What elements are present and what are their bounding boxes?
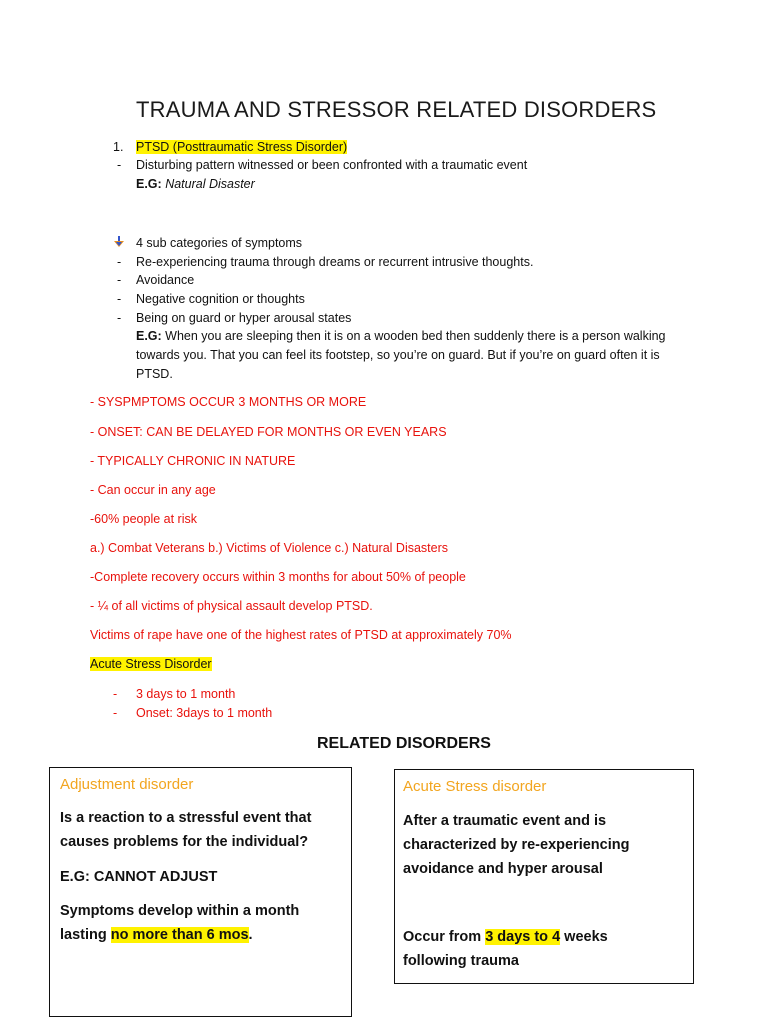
symptoms-example-line (136, 327, 666, 345)
red-note: - ¼ of all victims of physical assault develop PTSD. (90, 599, 373, 613)
ptsd-heading-text: PTSD (Posttraumatic Stress Disorder) (136, 140, 348, 154)
eg-label: E.G: (136, 329, 162, 343)
page-title: TRAUMA AND STRESSOR RELATED DISORDERS (136, 97, 657, 122)
red-note: -Complete recovery occurs within 3 months for about 50% of people (90, 570, 466, 584)
symptoms-example-line: towards you. That you can feel its footstep, so you’re on guard. But if you’re on guard often it is (136, 348, 660, 362)
box-text-part: . (248, 927, 253, 943)
box-text (60, 923, 253, 947)
symptoms-example-line: PTSD. (136, 367, 173, 381)
box-text-part: Occur from (403, 929, 486, 945)
box-text: characterized by re-experiencing (403, 837, 630, 853)
box-text: Symptoms develop within a month (60, 903, 300, 919)
eg-label: E.G: (136, 177, 162, 191)
red-note: - ONSET: CAN BE DELAYED FOR MONTHS OR EVEN YEARS (90, 425, 447, 439)
box-text: E.G: CANNOT ADJUST (60, 869, 218, 885)
dash: - (117, 158, 122, 172)
ptsd-heading (136, 138, 347, 156)
box-text (403, 925, 608, 949)
box-title: Adjustment disorder (60, 776, 194, 793)
box-text: causes problems for the individual? (60, 834, 309, 850)
eg-text: When you are sleeping then it is on a wooden bed then suddenly there is a person walking (161, 329, 666, 343)
eg-text: Natural Disaster (165, 177, 255, 191)
ptsd-definition: Disturbing pattern witnessed or been confronted with a traumatic event (136, 158, 528, 172)
symptom-item: Being on guard or hyper arousal states (136, 311, 352, 325)
dash: - (117, 273, 122, 287)
acute-stress-disorder-box (394, 769, 694, 984)
arrow-down-icon (113, 236, 125, 248)
box-text-part: lasting (60, 927, 111, 943)
symptom-item: Negative cognition or thoughts (136, 292, 305, 306)
acute-heading-text: Acute Stress Disorder (90, 657, 212, 671)
box-text-part: weeks (560, 929, 608, 945)
box-text: After a traumatic event and is (403, 813, 607, 829)
dash: - (113, 687, 118, 701)
dash: - (113, 706, 118, 720)
symptoms-heading: 4 sub categories of symptoms (136, 236, 303, 250)
symptom-item: Re-experiencing trauma through dreams or recurrent intrusive thoughts. (136, 255, 534, 269)
acute-item: Onset: 3days to 1 month (136, 706, 273, 720)
dash: - (117, 311, 122, 325)
dash: - (117, 255, 122, 269)
list-number: 1. (113, 140, 124, 154)
symptom-item: Avoidance (136, 273, 195, 287)
box-text-highlight: no more than 6 mos (110, 927, 249, 943)
box-title: Acute Stress disorder (403, 778, 547, 795)
box-text: Is a reaction to a stressful event that (60, 810, 312, 826)
box-text: avoidance and hyper arousal (403, 861, 603, 877)
box-text: following trauma (403, 953, 519, 969)
ptsd-example (136, 175, 255, 193)
acute-item: 3 days to 1 month (136, 687, 236, 701)
acute-heading (90, 655, 212, 673)
dash: - (117, 292, 122, 306)
red-note: -60% people at risk (90, 512, 198, 526)
related-heading: RELATED DISORDERS (317, 735, 491, 752)
red-note: Victims of rape have one of the highest rates of PTSD at approximately 70% (90, 628, 512, 642)
red-note: - SYSPMPTOMS OCCUR 3 MONTHS OR MORE (90, 395, 367, 409)
adjustment-disorder-box (49, 767, 352, 1017)
box-text-highlight: 3 days to 4 (485, 929, 561, 945)
red-note: a.) Combat Veterans b.) Victims of Violence c.) Natural Disasters (90, 541, 449, 555)
red-note: - TYPICALLY CHRONIC IN NATURE (90, 454, 296, 468)
red-note: - Can occur in any age (90, 483, 216, 497)
